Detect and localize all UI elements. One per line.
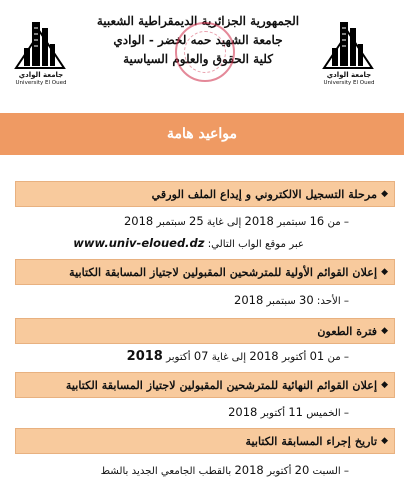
section-title: إعلان القوائم النهائية للمترشحين المقبولين لاجتياز المسابقة الكتابية	[65, 378, 378, 392]
final-lists-date: – الخميس 11 أكتوبر 2018	[228, 405, 349, 419]
logo-caption-ar: جامعة الوادي	[326, 71, 372, 79]
logo-caption-ar: جامعة الوادي	[18, 71, 64, 79]
official-stamp	[175, 22, 235, 82]
section-initial-lists	[15, 259, 395, 285]
bullet-icon: ◆	[381, 267, 388, 277]
header-republic: الجمهورية الجزائرية الديمقراطية الشعبية	[96, 14, 300, 28]
section-appeals	[15, 318, 395, 344]
section-title: إعلان القوائم الأولية للمترشحين المقبولين لاجتياز المسابقة الكتابية	[69, 265, 378, 279]
banner-title: مواعيد هامة	[166, 126, 238, 142]
initial-lists-date: – الأحد: 30 سبتمبر 2018	[234, 293, 349, 307]
header-university: جامعة الشهيد حمه لخضر - الوادي	[113, 33, 283, 47]
building-icon	[318, 18, 380, 70]
section-title: تاريخ إجراء المسابقة الكتابية	[245, 434, 378, 448]
written-exam-date: – السبت 20 أكتوبر 2018 بالقطب الجامعي الجديد بالشط	[100, 463, 349, 477]
section-title: فترة الطعون	[317, 324, 378, 338]
website-link[interactable]: www.univ-eloued.dz	[73, 236, 205, 250]
appeals-dates: – من 01 أكتوبر 2018 إلى غاية 07 أكتوبر 2018	[126, 349, 349, 364]
bullet-icon: ◆	[381, 380, 388, 390]
building-icon	[10, 18, 72, 70]
registration-website: عبر موقع الواب التالي: www.univ-eloued.dz	[73, 236, 304, 250]
logo-caption-en: University El Oued	[15, 80, 67, 86]
section-final-lists	[15, 372, 395, 398]
section-written-exam	[15, 428, 395, 454]
bullet-icon: ◆	[381, 189, 388, 199]
university-logo-left	[10, 18, 72, 86]
logo-caption-en: University El Oued	[323, 80, 375, 86]
registration-dates: – من 16 سبتمبر 2018 إلى غاية 25 سبتمبر 2018	[123, 214, 349, 228]
header-faculty: كلية الحقوق والعلوم السياسية	[123, 52, 273, 66]
bullet-icon: ◆	[381, 326, 388, 336]
bullet-icon: ◆	[381, 436, 388, 446]
university-logo-right	[318, 18, 380, 86]
section-title: مرحلة التسجيل الالكتروني و إيداع الملف الورقي	[151, 187, 378, 201]
section-registration	[15, 181, 395, 207]
